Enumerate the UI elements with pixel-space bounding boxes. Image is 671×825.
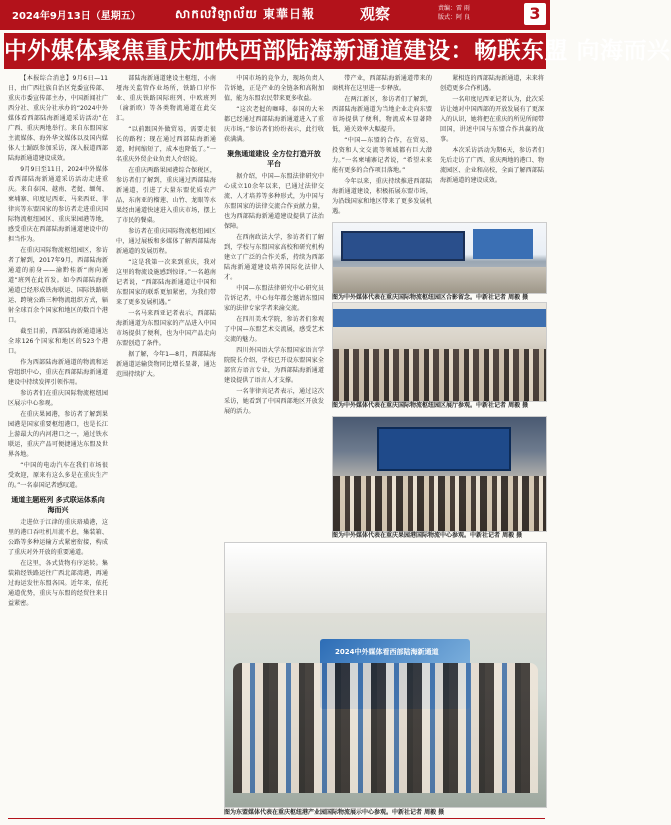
paragraph: 在重庆果园港，参访者了解到果园港是国家重要枢纽港口，也是长江上游最大的内河港口之一，通过铁水联运，重庆产品可便捷通达东盟及世界各地。 xyxy=(8,411,108,458)
masthead xyxy=(0,0,550,30)
paragraph: 在重庆两路果园港综合保税区，参访者们了解到，重庆通过西部陆海新通道，引进了大量东盟优质农产品，东南亚的榴莲、山竹、龙眼等水果经由通道快速进入重庆市场，摆上了市民的餐桌。 xyxy=(116,167,216,224)
photo-crowd xyxy=(333,476,546,531)
paragraph: 本次采访活动为期6天，参访者们先后走访了广西、重庆两地的港口、物流园区、企业和高校，全面了解西部陆海新通道的建设成效。 xyxy=(440,147,544,184)
photo-banner xyxy=(333,309,546,327)
paragraph: “以前跟国外做贸易，需要走很长的路程；现在通过西部陆海新通道，时间缩短了，成本也降低了。”一名重庆外贸企业负责人介绍说。 xyxy=(116,126,216,163)
photo-caption: 图为中外媒体代表在重庆国际物流枢纽园区合影留念。中新社记者 周毅 摄 xyxy=(332,294,529,301)
photo-caption: 图为东盟媒体代表在重庆枢纽港产业园国际物流展示中心参观。中新社记者 周毅 摄 xyxy=(224,809,445,816)
paragraph: “中国—东盟的合作，在贸易、投资和人文交流等领域都有巨大潜力。”一名柬埔寨记者说，“希望未来能有更多的合作项目落地。” xyxy=(332,137,432,174)
paragraph: 紧相连的西部陆海新通道，未来将创造更多合作机遇。 xyxy=(440,75,544,92)
photo-crowd xyxy=(233,663,538,793)
paragraph: 在两江新区，参访者们了解到，西部陆海新通道为当地企业走向东盟市场提供了便利，物流成本显著降低，通关效率大幅提升。 xyxy=(332,96,432,133)
issue-date: 2024年9月13日（星期五） xyxy=(12,11,141,22)
paragraph: 作为西部陆海新通道的物流和运营组织中心，重庆在西部陆海新通道建设中持续发挥引领作用。 xyxy=(8,359,108,386)
photo-group-banner xyxy=(224,542,547,808)
editor-line-2: 版式：阿 良 xyxy=(438,14,470,21)
paragraph: 9月9日至11日，2024中外媒体看西部陆海新通道采访活动走进重庆。来自泰国、越南、老挝、缅甸、柬埔寨、印度尼西亚、马来西亚、菲律宾等东盟国家的参访者走进重庆国际物流枢纽园区、重庆果园港等地，感受重庆在西部陆海新通道建设中的担当作为。 xyxy=(8,166,108,243)
paragraph: 今年以来，重庆持续推进西部陆海新通道建设，积极拓展东盟市场，为沿线国家和地区带来了更多发展机遇。 xyxy=(332,178,432,215)
article-column-3 xyxy=(224,74,324,532)
photo-wall xyxy=(225,543,546,613)
paragraph: “这次老挝的咖啡、泰国的大米都已经通过西部陆海新通道进入了重庆市场。”参访者们纷纷表示，此行收获满满。 xyxy=(224,106,324,143)
photo-caption: 图为中外媒体代表在重庆国际物流枢纽园区展厅参观。中新社记者 周毅 摄 xyxy=(332,402,529,409)
paragraph: 中国—东盟法律研究中心研究员告诉记者，中心每年都会邀请东盟国家的法律专家学者来渝交流。 xyxy=(224,285,324,312)
paragraph: 带产业，西部陆海新通道带来的商机将在这里进一步释放。 xyxy=(332,75,432,92)
article-column-2 xyxy=(116,74,216,532)
paragraph: 【本报综合消息】9月6日—11日，由广西壮族自治区党委宣传部、重庆市委宣传部主办，中国新闻社广西分社、重庆分社承办的“2024中外媒体看西部陆海新通道采访活动”在广西、重庆两地举行。来自东盟国家主流媒体、海外华文媒体以及国内媒体人士踊跃参加采访，深入报道西部陆海新通道建设成效。 xyxy=(8,75,108,162)
paragraph: 在这里，各式货物有序运转。集装箱经铁路运往广西北部湾港，再通过海运发往东盟各国。近年来，依托通道优势，重庆与东盟的经贸往来日益紧密。 xyxy=(8,560,108,607)
editor-credits xyxy=(438,4,470,22)
headline: 中外媒体聚焦重庆加快西部陆海新通道建设：畅联东盟 向海而兴 xyxy=(4,33,546,69)
paragraph: 在重庆国际物流枢纽园区，参访者了解到，2017年9月，西部陆海新通道的前身——渝黔桂新“南向通道”班列在此首发。如今西部陆海新通道已经形成铁海联运、国际铁路联运、跨境公路三种物流组织方式，辐射全球百余个国家和地区的数百个港口。 xyxy=(8,247,108,324)
photo-floor xyxy=(333,267,546,293)
paragraph: 参访者在重庆国际物流枢纽园区中，通过展板和多媒体了解西部陆海新通道的发展历程。 xyxy=(116,228,216,255)
photo-port-visit xyxy=(332,416,547,532)
paragraph: 一名菲律宾记者表示，通过这次采访，她看到了中国西部地区开放发展的活力。 xyxy=(224,388,324,415)
photo-caption: 图为中外媒体代表在重庆果园港国际物流中心参观。中新社记者 周毅 摄 xyxy=(332,532,523,539)
paragraph: 一名马来西亚记者表示，西部陆海新通道为东盟国家的产品进入中国市场提供了便利，也为中国产品走向东盟创造了条件。 xyxy=(116,310,216,347)
paragraph: 据介绍，中国—东盟法律研究中心成立10余年以来，已通过法律交流、人才培养等多种形式，为中国与东盟国家的法律交流合作贡献力量，也为西部陆海新通道建设提供了法治保障。 xyxy=(224,173,324,230)
paragraph: 在西南政法大学，参访者们了解到，学校与东盟国家高校和研究机构建立了广泛的合作关系，持续为西部陆海新通道建设培养国际化法律人才。 xyxy=(224,234,324,281)
paragraph: 中国市场的竞争力，现场负责人告诉她，正是产业的全链条和高附加值，能为东盟农民带来更多收益。 xyxy=(224,75,324,102)
photo-screen xyxy=(473,229,533,259)
article-column-1 xyxy=(8,74,108,820)
paragraph: 走进位于江津的重庆珞璜港，这里的港口吞吐机川流不息，集装箱、公路等多种运输方式紧密衔接，构成了重庆对外开放的重要通道。 xyxy=(8,519,108,556)
photo-crowd xyxy=(333,349,546,401)
photo-screen xyxy=(341,231,465,261)
photo-screen xyxy=(377,427,511,471)
paragraph: 参访者们在重庆国际物流枢纽园区展示中心参观。 xyxy=(8,390,108,407)
photo-banner-text: 2024中外媒体看西部陆海新通道 xyxy=(335,648,439,656)
paper-name: សាកលវិទ្យាល័យ 東華日報 xyxy=(175,7,315,21)
footer-rule xyxy=(8,818,545,819)
subheading: 聚焦通道建设 全方位打造开放平台 xyxy=(227,150,321,168)
paragraph: 四川外国语大学东盟国家语言学院院长介绍，学校已开设东盟国家全部官方语言专业，为西部陆海新通道建设提供了语言人才支撑。 xyxy=(224,347,324,384)
paragraph: “这是我第一次来到重庆，我对这里的物流设施感到惊讶。”一名越南记者说，“西部陆海新通道让中国和东盟国家的联系更加紧密，为我们带来了更多发展机遇。” xyxy=(116,259,216,306)
photo-group-indoor xyxy=(332,222,547,294)
subheading: 通道主题班列 多式联运体系向海而兴 xyxy=(11,496,105,514)
editor-line-1: 责编：雷 雨 xyxy=(438,5,470,12)
page-number: 3 xyxy=(524,3,546,25)
photo-exhibition-hall xyxy=(332,302,547,402)
paragraph: 截至目前，西部陆海新通道通达全球126个国家和地区的523个港口。 xyxy=(8,328,108,355)
paragraph: “中国的电动汽车在我们市场很受欢迎，原来有这么多是在重庆生产的。”一名泰国记者感叹道。 xyxy=(8,462,108,489)
paragraph: 在四川美术学院，参访者们参观了中国—东盟艺术交流展，感受艺术交流的魅力。 xyxy=(224,316,324,343)
section-title: 观察 xyxy=(360,5,391,23)
paragraph: 部陆海新通道建设主枢纽，小南垭海关监管作业场所，铁路口岸作业、重庆铁路国际班列、中欧班列（渝新欧）等各类物流通道在此交汇。 xyxy=(116,75,216,122)
paragraph: 一名印度尼西亚记者认为，此次采访让她对中国西部的开放发展有了更深入的认识，她将把在重庆的所见所闻带回国，讲述中国与东盟合作共赢的故事。 xyxy=(440,96,544,143)
paragraph: 据了解，今年1—8月，西部陆海新通道运输货物同比增长显著，通达范围持续扩大。 xyxy=(116,351,216,378)
